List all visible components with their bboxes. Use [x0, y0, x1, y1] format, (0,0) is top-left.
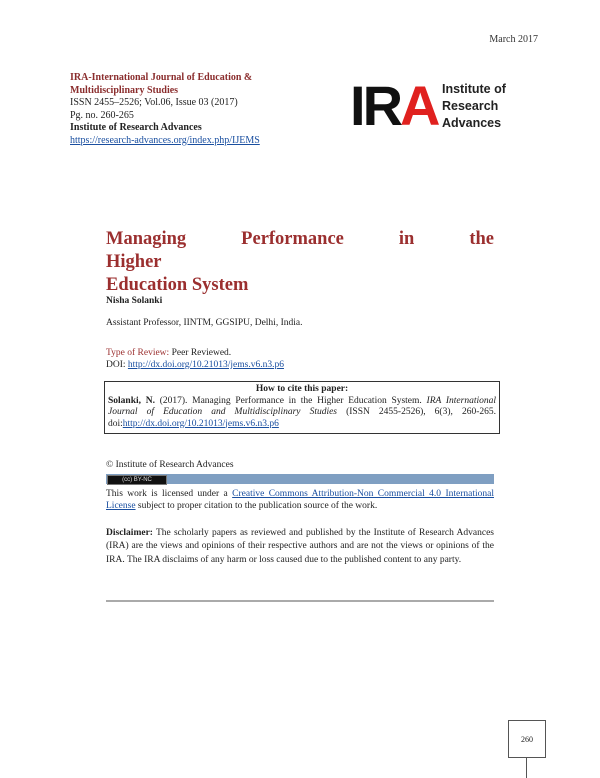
page-number-stem [526, 758, 527, 778]
paper-title-line2: Education System [106, 275, 249, 295]
author-affiliation: Assistant Professor, IINTM, GGSIPU, Delhi, India. [106, 318, 303, 328]
doi-label: DOI: [106, 360, 128, 370]
section-divider [106, 600, 494, 602]
disclaimer-label: Disclaimer: [106, 528, 153, 538]
journal-name: IRA-International Journal of Education & Multidisciplinary Studies [70, 72, 253, 96]
disclaimer-text: The scholarly papers as reviewed and published by the Institute of Research Advances (IRA) are the views and opinions of their respective authors and are not the views or opinions of the IRA. The IRA disclaims of any harm or loss caused due to the published content to any party. [106, 528, 494, 565]
page-number: 260 [521, 735, 533, 744]
paper-title-line1: Managing Performance in the Higher [106, 229, 494, 272]
journal-info [70, 72, 300, 147]
citation-box [104, 381, 500, 434]
ira-logo [350, 74, 520, 140]
journal-publisher: Institute of Research Advances [70, 122, 202, 133]
copyright-line: © Institute of Research Advances [106, 460, 234, 470]
journal-pages: Pg. no. 260-265 [70, 109, 134, 121]
paper-title [106, 228, 494, 297]
citation-doi-link[interactable]: http://dx.doi.org/10.21013/jems.v6.n3.p6 [122, 418, 279, 429]
review-info [106, 347, 284, 371]
doi-link[interactable]: http://dx.doi.org/10.21013/jems.v6.n3.p6 [127, 360, 284, 370]
license-text: This work is licensed under a Creative Commons Attribution-Non Commercial 4.0 International License subject to proper citation to the publication source of the work. [106, 489, 494, 511]
review-type-label: Type of Review: [106, 348, 170, 358]
page-number-box [508, 720, 546, 758]
ira-logo-text: Institute of Research Advances [442, 82, 506, 130]
journal-url-link[interactable]: https://research-advances.org/index.php/IJEMS [70, 134, 260, 146]
journal-issn: ISSN 2455–2526; Vol.06, Issue 03 (2017) [70, 97, 238, 108]
review-type-value: Peer Reviewed. [169, 348, 232, 358]
license-bar [106, 474, 494, 484]
citation-text: Solanki, N. (2017). Managing Performance in the Higher Education System. IRA International Journal of Education and Multidisciplinary Studies (ISSN 2455-2526), 6(3), 260-265. doi:http://dx.doi.org/10.21013/jems.v6.n3.p6 [108, 395, 496, 429]
citation-heading: How to cite this paper: [255, 384, 349, 394]
publication-date: March 2017 [489, 34, 538, 45]
author-name: Nisha Solanki [106, 296, 163, 306]
ira-logo-letters: IRA [350, 74, 438, 137]
license-link[interactable]: Creative Commons Attribution-Non Commercial 4.0 International License [106, 489, 494, 511]
disclaimer [106, 527, 494, 567]
cc-by-nc-icon[interactable]: (cc) BY-NC [107, 475, 167, 485]
